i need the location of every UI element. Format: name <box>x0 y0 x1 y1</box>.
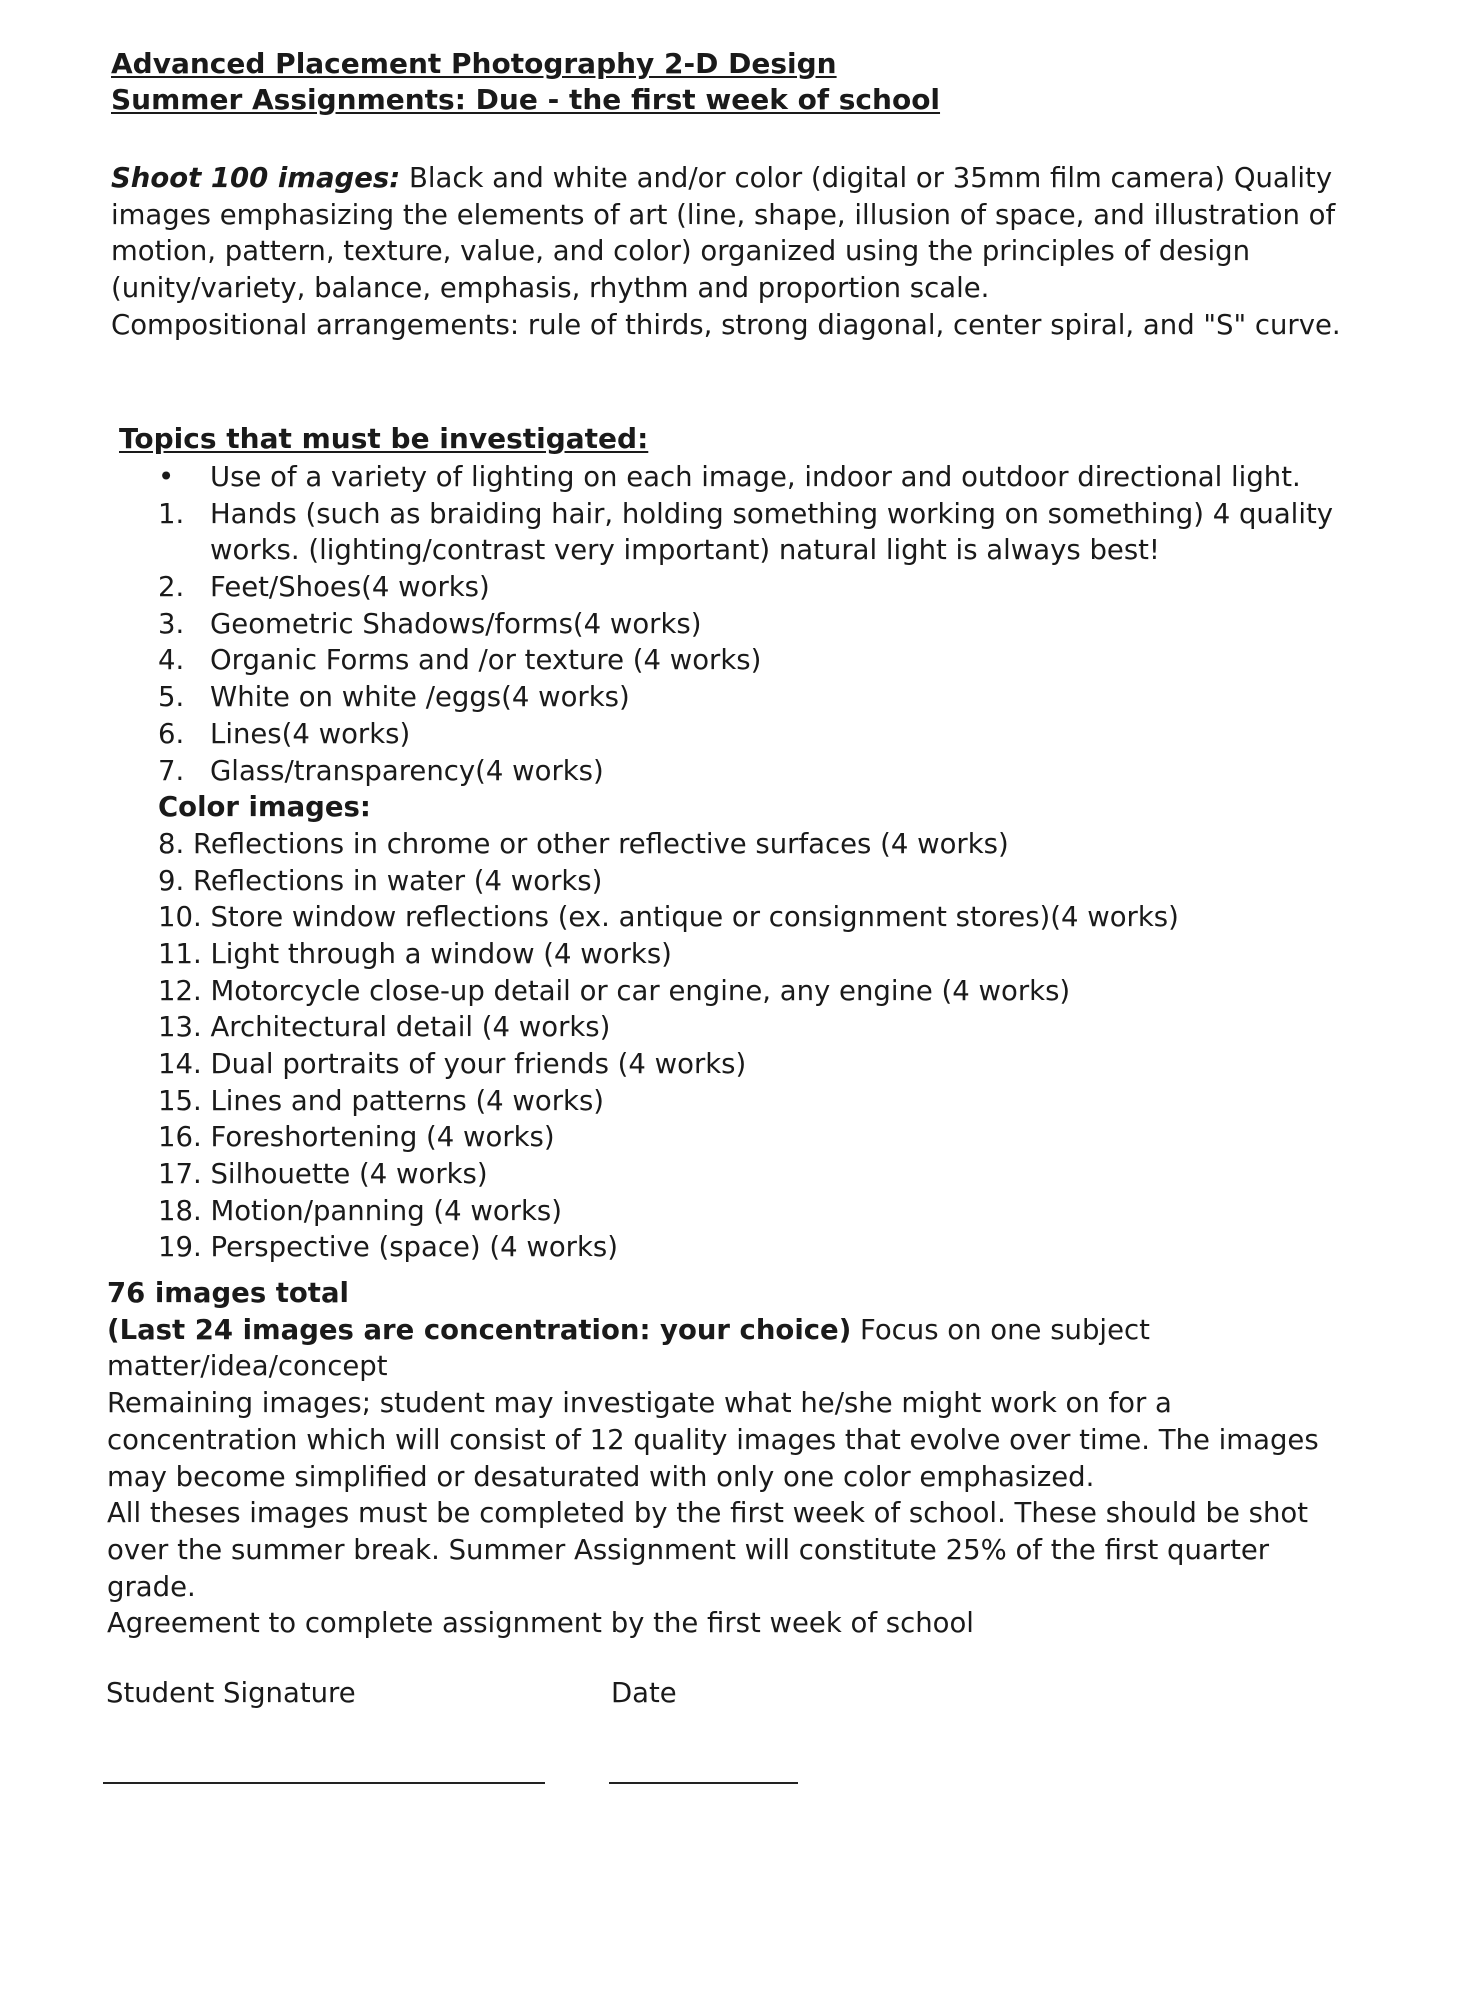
agreement-statement: Agreement to complete assignment by the first week of school <box>107 1607 974 1640</box>
title-line-1: Advanced Placement Photography 2-D Design <box>111 47 837 80</box>
list-item <box>0 569 1400 606</box>
list-item <box>0 716 1400 753</box>
list-item-text: 10. Store window reflections (ex. antique or consignment stores)(4 works) <box>158 901 1179 934</box>
list-item-text: Hands (such as braiding hair, holding something working on something) 4 quality <box>210 497 1334 530</box>
color-images-label: Color images: <box>158 791 371 824</box>
list-item-text: 13. Architectural detail (4 works) <box>158 1011 611 1044</box>
compositional-arrangements: Compositional arrangements: rule of thirds, strong diagonal, center spiral, and "S" curve. <box>111 308 1341 341</box>
bullet-marker: • <box>158 461 175 493</box>
list-item <box>0 826 1400 863</box>
list-number: 6. <box>158 717 185 750</box>
deadline-note: All theses images must be completed by the first week of school. These should be shot over the summer break. Summer Assignment will constitute 25% of the first quarter grade. <box>107 1497 1309 1603</box>
closing-section <box>107 1275 1357 1642</box>
date-label: Date <box>611 1677 677 1709</box>
list-item <box>0 973 1400 1010</box>
list-item <box>0 899 1400 936</box>
list-item <box>0 642 1400 679</box>
list-item <box>0 1119 1400 1156</box>
list-item-lighting <box>0 459 1400 496</box>
list-number: 1. <box>158 497 185 530</box>
list-item <box>0 1193 1400 1230</box>
student-signature-label: Student Signature <box>106 1677 356 1709</box>
list-item-text: 12. Motorcycle close-up detail or car engine, any engine (4 works) <box>158 974 1071 1007</box>
remaining-images-note: Remaining images; student may investigate what he/she might work on for a concentration which will consist of 12 quality images that evolve over time. The images may become simplified or desaturated with only one color emphasized. <box>107 1387 1319 1493</box>
list-number: 2. <box>158 571 185 604</box>
list-item-text: 18. Motion/panning (4 works) <box>158 1194 562 1227</box>
list-item-text: Geometric Shadows/forms(4 works) <box>210 607 702 640</box>
list-item-text: Organic Forms and /or texture (4 works) <box>210 644 762 677</box>
concentration-rest: Focus on one subject matter/idea/concept <box>107 1313 1150 1383</box>
list-item-text: 8. Reflections in chrome or other reflective surfaces (4 works) <box>158 827 1009 860</box>
title-line-2: Summer Assignments: Due - the first week of school <box>111 83 941 116</box>
list-item <box>0 1046 1400 1083</box>
shoot-text: Black and white and/or color (digital or 35mm film camera) Quality images emphasizing the elements of art (line, shape, illusion of space, and illustration of motion, pattern, texture, value, and color) organized using the principles of design (unity/variety, balance, emphasis, rhythm and proportion scale. <box>111 162 1336 305</box>
list-item-text: Glass/transparency(4 works) <box>210 754 604 787</box>
list-item-text: White on white /eggs(4 works) <box>210 681 630 714</box>
list-item <box>0 1229 1400 1266</box>
list-item <box>0 1083 1400 1120</box>
list-item <box>0 496 1400 533</box>
shoot-lead: Shoot 100 images <box>111 162 390 194</box>
list-item <box>0 863 1400 900</box>
shoot-lead-colon: : <box>389 162 401 194</box>
list-item <box>0 1009 1400 1046</box>
images-total: 76 images total <box>107 1277 349 1309</box>
list-item-text: 16. Foreshortening (4 works) <box>158 1121 555 1154</box>
list-item-text: 14. Dual portraits of your friends (4 works) <box>158 1048 747 1080</box>
list-item-text: 17. Silhouette (4 works) <box>158 1158 488 1191</box>
list-item <box>0 606 1400 643</box>
list-item-text: 19. Perspective (space) (4 works) <box>158 1231 618 1264</box>
list-number: 3. <box>158 607 185 640</box>
topics-list <box>0 459 1400 1266</box>
list-item-text: 11. Light through a window (4 works) <box>158 937 672 970</box>
date-line[interactable] <box>609 1782 798 1784</box>
list-item-continuation <box>0 532 1400 569</box>
list-item-text: works. (lighting/contrast very important) natural light is always best! <box>210 534 1160 567</box>
list-item <box>0 753 1400 790</box>
list-item-text: Feet/Shoes(4 works) <box>210 571 490 604</box>
color-images-heading <box>0 789 1400 826</box>
list-item <box>0 936 1400 973</box>
topics-heading: Topics that must be investigated: <box>119 422 649 455</box>
list-item <box>0 1156 1400 1193</box>
list-number: 5. <box>158 681 185 714</box>
concentration-bold: (Last 24 images are concentration: your choice) <box>107 1313 852 1346</box>
intro-paragraph <box>111 160 1341 344</box>
concentration-note <box>107 1312 1357 1385</box>
list-item-text: 9. Reflections in water (4 works) <box>158 864 603 897</box>
list-item-text: Lines(4 works) <box>210 717 411 750</box>
list-number: 7. <box>158 754 185 787</box>
document-title <box>111 46 940 118</box>
list-item-text: 15. Lines and patterns (4 works) <box>158 1084 605 1117</box>
student-signature-line[interactable] <box>103 1782 545 1784</box>
shoot-instructions <box>111 160 1341 307</box>
list-number: 4. <box>158 644 185 677</box>
list-item-text: Use of a variety of lighting on each image, indoor and outdoor directional light. <box>210 461 1301 493</box>
list-item <box>0 679 1400 716</box>
